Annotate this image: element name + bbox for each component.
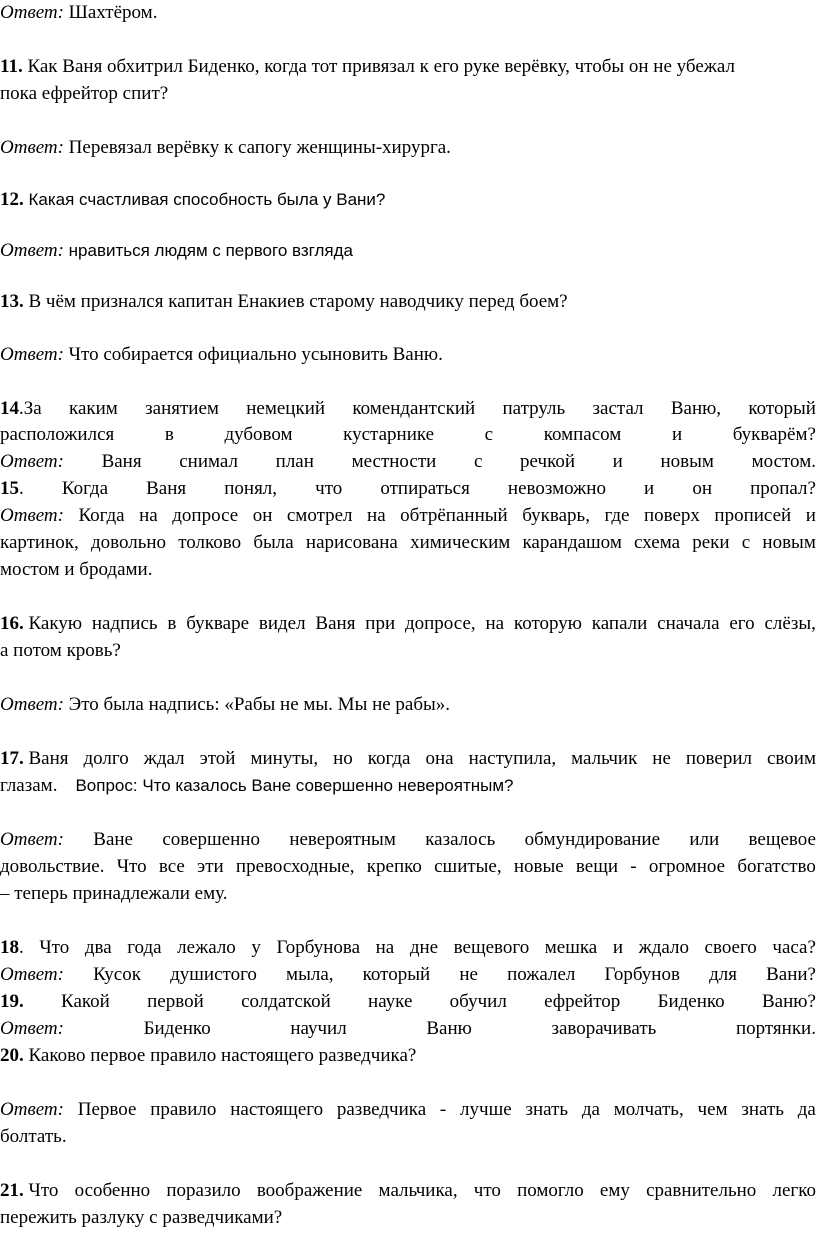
word: два — [84, 937, 112, 958]
question-19 — [0, 989, 816, 1015]
word: Биденко — [143, 1018, 211, 1039]
word: Ваня — [101, 451, 142, 472]
answer-17-end: – теперь принадлежали ему. — [0, 883, 228, 904]
word: поверх — [643, 505, 700, 526]
answer-text: нравиться людям с первого взгляда — [63, 241, 353, 260]
word: заворачивать — [551, 1018, 657, 1039]
word: невероятным — [289, 829, 396, 850]
word: допросе — [172, 505, 239, 526]
word: в — [164, 424, 174, 445]
word: надпись — [91, 613, 158, 634]
word: - — [439, 1099, 447, 1120]
question-number: 20. — [0, 1045, 24, 1066]
word: компасом — [543, 424, 622, 445]
word: особенно — [74, 1180, 151, 1201]
word: мальчик — [571, 748, 638, 769]
word: вещевого — [453, 937, 530, 958]
question-11 — [0, 54, 816, 80]
answer-label-text: Ответ: — [0, 1018, 64, 1039]
word: нарисована — [305, 532, 398, 553]
word: с — [741, 532, 751, 553]
question-text: Каково первое правило настоящего разведчика? — [23, 1045, 417, 1066]
question-number: 15. — [0, 478, 24, 499]
word: невозможно — [507, 478, 606, 499]
question-number: 12. — [0, 189, 24, 210]
word: правило — [150, 1099, 217, 1120]
answer-13 — [0, 342, 816, 368]
word: толково — [178, 532, 242, 553]
word: она — [425, 748, 454, 769]
word: довольно — [90, 532, 167, 553]
word: вещевое — [748, 829, 816, 850]
answer-12 — [0, 238, 816, 264]
answer-16 — [0, 692, 816, 718]
question-21 — [0, 1178, 816, 1204]
word: ждал — [143, 748, 185, 769]
answer-label: Ответ: — [0, 1099, 64, 1120]
word: где — [604, 505, 630, 526]
word: солдатской — [241, 991, 331, 1012]
word: ефрейтор — [544, 991, 621, 1012]
word: научил — [290, 1018, 347, 1039]
answer-label: Ответ: — [0, 344, 64, 365]
word: расположился — [0, 424, 115, 445]
word: и — [805, 505, 816, 526]
question-13 — [0, 289, 816, 315]
word: Биденко — [657, 991, 725, 1012]
word: сначала — [657, 613, 720, 634]
word: Горбунов — [604, 964, 680, 985]
word: поверил — [685, 748, 753, 769]
word: или — [689, 829, 720, 850]
word: наступила, — [468, 748, 557, 769]
word: букваре — [186, 613, 249, 634]
word: душистого — [170, 964, 257, 985]
answer-15-end: мостом и бродами. — [0, 559, 153, 580]
question-text: Вопрос: Что казалось Ване совершенно невероятным? — [75, 776, 514, 795]
word: воображение — [256, 1180, 363, 1201]
question-17-cont — [0, 773, 816, 799]
question-20 — [0, 1043, 816, 1069]
answer-label — [0, 1016, 64, 1042]
word: своим — [767, 748, 816, 769]
word: Что — [28, 1180, 59, 1201]
answer-15 — [0, 503, 816, 529]
word: ему — [599, 1180, 630, 1201]
word: новым — [660, 451, 714, 472]
word: смотрел — [286, 505, 353, 526]
word: патруль — [502, 398, 566, 419]
answer-text: Шахтёром. — [63, 2, 158, 23]
question-number: 18. — [0, 937, 24, 958]
question-number: 14.За — [0, 398, 42, 419]
question-number: 19. — [0, 991, 24, 1012]
word: да — [797, 1099, 816, 1120]
word: Кусок — [93, 964, 141, 985]
question-18 — [0, 935, 816, 961]
word: капали — [591, 613, 648, 634]
word: обучил — [449, 991, 507, 1012]
word: который — [362, 964, 431, 985]
word: довольствие. — [0, 856, 105, 877]
word: знать — [741, 1099, 784, 1120]
word: понял, — [224, 478, 278, 499]
question-text: Как Ваня обхитрил Биденко, когда тот привязал к его руке верёвку, чтобы он не убежал — [22, 56, 735, 77]
word: разведчика — [336, 1099, 427, 1120]
word: Горбунова — [276, 937, 361, 958]
answer-14 — [0, 449, 816, 475]
answer-text: Перевязал верёвку к сапогу женщины-хирурга. — [63, 137, 451, 158]
word: и — [612, 451, 623, 472]
answer-text: Что собирается официально усыновить Ваню. — [63, 344, 443, 365]
word: новым — [762, 532, 816, 553]
question-text: В чём признался капитан Енакиев старому наводчику перед боем? — [23, 291, 568, 312]
word: Ваню? — [761, 991, 816, 1012]
question-start — [0, 746, 69, 772]
answer-20 — [0, 1097, 816, 1123]
word: которую — [513, 613, 582, 634]
word: на — [485, 613, 505, 634]
word: вещи — [575, 856, 619, 877]
answer-18 — [0, 962, 816, 988]
answer-label: Ответ: — [0, 137, 64, 158]
word: с — [473, 451, 483, 472]
word: отпираться — [380, 478, 470, 499]
word: Ваня — [146, 478, 187, 499]
word: часа? — [772, 937, 816, 958]
word: совершенно — [162, 829, 260, 850]
word: пропал? — [750, 478, 816, 499]
word: огромное — [648, 856, 726, 877]
word: схема — [634, 532, 681, 553]
word: Когда — [61, 478, 109, 499]
word: лучше — [460, 1099, 512, 1120]
word: долго — [83, 748, 129, 769]
question-start — [0, 611, 82, 637]
word: портянки. — [735, 1018, 816, 1039]
word: года — [127, 937, 162, 958]
word: мешка — [544, 937, 598, 958]
question-11-cont: пока ефрейтор спит? — [0, 83, 169, 104]
question-14-cont — [0, 422, 816, 448]
answer-line — [0, 0, 816, 26]
word: Вани? — [766, 964, 816, 985]
question-number: 16. — [0, 613, 24, 634]
word: молчать, — [613, 1099, 684, 1120]
word: для — [709, 964, 737, 985]
word: Ваня — [315, 613, 356, 634]
question-start — [0, 1178, 58, 1204]
word: у — [251, 937, 261, 958]
question-text: Какая счастливая способность была у Вани? — [23, 190, 386, 209]
word: мальчика, — [378, 1180, 458, 1201]
word: да — [581, 1099, 600, 1120]
word: и — [612, 937, 623, 958]
word: его — [729, 613, 755, 634]
word: казалось — [425, 829, 496, 850]
word: Ваня — [28, 748, 69, 769]
word: превосходные, — [235, 856, 355, 877]
word: Ваню, — [670, 398, 722, 419]
word: дубовом — [224, 424, 293, 445]
answer-20-cont: болтать. — [0, 1126, 67, 1147]
word: мыла, — [286, 964, 334, 985]
word: при — [365, 613, 396, 634]
word: не — [459, 964, 478, 985]
word: легко — [772, 1180, 816, 1201]
word: слёзы, — [764, 613, 816, 634]
word: новые — [513, 856, 564, 877]
word: комендантский — [352, 398, 476, 419]
word: Какой — [61, 991, 110, 1012]
word: химическим — [410, 532, 511, 553]
answer-11 — [0, 135, 816, 161]
word: видел — [258, 613, 306, 634]
word: поразило — [166, 1180, 241, 1201]
word: ждало — [638, 937, 689, 958]
answer-label: Ответ: — [0, 829, 64, 850]
answer-label: Ответ: — [0, 964, 64, 985]
word: крепко — [366, 856, 422, 877]
word: снимал — [179, 451, 238, 472]
word: Когда — [78, 505, 125, 526]
word: богатство — [737, 856, 816, 877]
word: была — [253, 532, 294, 553]
answer-label: Ответ: — [0, 240, 64, 261]
word: в — [167, 613, 177, 634]
word: эти — [197, 856, 224, 877]
word: сравнительно — [646, 1180, 757, 1201]
word: букварём? — [732, 424, 816, 445]
word: но — [333, 748, 353, 769]
word: Что — [39, 937, 70, 958]
word: план — [275, 451, 314, 472]
word: первой — [147, 991, 204, 1012]
word: речкой — [520, 451, 575, 472]
word: все — [158, 856, 185, 877]
answer-text: Это была надпись: «Рабы не мы. Мы не рабы». — [63, 694, 451, 715]
question-21-cont: пережить разлуку с разведчиками? — [0, 1207, 283, 1228]
word: пожалел — [507, 964, 576, 985]
word: настоящего — [230, 1099, 324, 1120]
word: знать — [525, 1099, 569, 1120]
word: когда — [367, 748, 411, 769]
question-number: 11. — [0, 56, 23, 77]
word: сшитые, — [434, 856, 502, 877]
answer-17-cont — [0, 854, 816, 880]
word: букварь, — [522, 505, 590, 526]
word: обмундирование — [524, 829, 661, 850]
word: не — [652, 748, 671, 769]
word: - — [630, 856, 637, 877]
word: что — [473, 1180, 501, 1201]
question-17 — [0, 746, 816, 772]
word: науке — [368, 991, 413, 1012]
question-16 — [0, 611, 816, 637]
word: Ваню — [426, 1018, 472, 1039]
question-14 — [0, 396, 816, 422]
word: на — [367, 505, 386, 526]
question-number: 17. — [0, 748, 24, 769]
word: немецкий — [246, 398, 326, 419]
word: глазам. — [0, 775, 58, 796]
word: карандашом — [522, 532, 622, 553]
word: на — [375, 937, 395, 958]
question-number: 21. — [0, 1180, 24, 1201]
word: помогло — [517, 1180, 584, 1201]
word: чем — [697, 1099, 728, 1120]
answer-19 — [0, 1016, 816, 1042]
word: Какую — [28, 613, 83, 634]
answer-label: Ответ: — [0, 505, 64, 526]
answer-label: Ответ: — [0, 2, 64, 23]
question-16-cont: а потом кровь? — [0, 640, 121, 661]
word: и — [644, 478, 655, 499]
word: своего — [704, 937, 757, 958]
answer-15-cont — [0, 530, 816, 556]
word: застал — [592, 398, 644, 419]
question-15 — [0, 476, 816, 502]
word: кустарнике — [343, 424, 435, 445]
word: картинок, — [0, 532, 79, 553]
word: который — [748, 398, 816, 419]
word: минуты, — [250, 748, 319, 769]
word: реки — [692, 532, 730, 553]
word: он — [692, 478, 712, 499]
word: Первое — [77, 1099, 137, 1120]
question-12 — [0, 187, 816, 213]
word: мостом. — [751, 451, 816, 472]
word: этой — [199, 748, 236, 769]
word: прописей — [714, 505, 792, 526]
word: на — [139, 505, 158, 526]
answer-label: Ответ: — [0, 451, 64, 472]
word: Ване — [93, 829, 133, 850]
word: лежало — [177, 937, 236, 958]
answer-17 — [0, 827, 816, 853]
word: Что — [116, 856, 147, 877]
answer-label: Ответ: — [0, 694, 64, 715]
word: обтрёпанный — [400, 505, 508, 526]
word: каким — [69, 398, 118, 419]
question-number: 13. — [0, 291, 24, 312]
word: он — [252, 505, 273, 526]
word: и — [671, 424, 683, 445]
word: дне — [409, 937, 439, 958]
word: допросе, — [404, 613, 476, 634]
word: занятием — [145, 398, 219, 419]
word: что — [315, 478, 343, 499]
word: с — [484, 424, 494, 445]
word: местности — [351, 451, 437, 472]
